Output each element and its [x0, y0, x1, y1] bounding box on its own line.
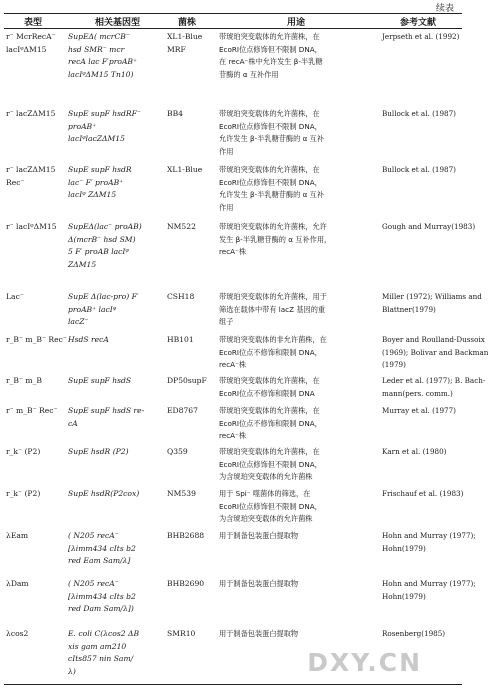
- strain-cell: [167, 108, 217, 121]
- use-cell: [219, 375, 379, 400]
- reference-line: Jerpseth et al. (1992): [382, 32, 460, 41]
- reference-cell: [382, 405, 466, 418]
- table-header-rule: [4, 28, 462, 29]
- reference-line: Hohn(1979): [382, 591, 426, 601]
- phenotype-line: lacIᵠΔM15: [6, 44, 47, 54]
- reference-cell: [382, 488, 466, 501]
- use-line: 带琥珀突变载体的允许菌株，在: [219, 109, 320, 118]
- strain-line: MRF: [167, 44, 186, 54]
- reference-cell: [382, 291, 482, 316]
- genotype-line: λ): [68, 666, 76, 676]
- reference-cell: [382, 578, 476, 603]
- reference-line: Gough and Murray(1983): [382, 222, 476, 231]
- use-cell: [219, 221, 379, 259]
- strain-cell: [167, 164, 217, 177]
- genotype-cell: [68, 108, 164, 146]
- use-line: EcoRⅠ位点修饰但不限制 DNA，: [219, 459, 322, 469]
- strain-line: NM539: [167, 489, 196, 498]
- genotype-cell: [68, 488, 164, 501]
- use-cell: [219, 446, 379, 484]
- use-line: 带琥珀突变载体的允许菌株，在: [219, 447, 320, 456]
- phenotype-cell: [6, 446, 64, 459]
- strain-line: BB4: [167, 109, 183, 118]
- use-cell: [219, 405, 379, 443]
- reference-line: Hohn and Murray (1977);: [382, 531, 476, 540]
- genotype-cell: [68, 530, 164, 568]
- reference-line: Karn et al. (1980): [382, 447, 447, 456]
- use-line: EcoRⅠ位点不修饰和限制 DNA，: [219, 418, 322, 428]
- genotype-line: SupE supF hsdR: [68, 165, 132, 174]
- genotype-line: hsd SMR⁻ mcr: [68, 44, 125, 54]
- reference-line: Miller (1972); Williams and: [382, 292, 482, 301]
- phenotype-line: r_k⁻ (P2): [6, 489, 41, 498]
- reference-cell: [382, 375, 486, 400]
- strain-cell: [167, 578, 217, 591]
- phenotype-line: r_B⁻ m_B: [6, 376, 43, 385]
- use-line: EcoRⅠ位点修饰但不限制 DNA，: [219, 501, 322, 511]
- reference-line: Bullock et al. (1987): [382, 165, 456, 174]
- header-genotype: 相关基因型: [95, 18, 141, 28]
- phenotype-line: Rec⁻: [6, 177, 25, 187]
- strain-cell: [167, 488, 217, 501]
- strain-cell: [167, 628, 217, 641]
- use-line: 带琥珀突变载体的允许菌株，在: [219, 165, 320, 174]
- use-line: recA⁻株: [219, 360, 247, 370]
- use-line: 允许发生 β-半乳糖苷酶的 α 互补: [219, 134, 325, 144]
- use-line: 带琥珀突变载体的允许菌株，在: [219, 376, 320, 385]
- use-line: 带琥珀突变载体的允许菌株，允许: [219, 222, 327, 231]
- use-line: 发生 β-半乳糖苷酶的 α 互补作用，: [219, 234, 332, 244]
- genotype-line: HsdS recA: [68, 335, 109, 344]
- reference-line: Hohn and Murray (1977);: [382, 579, 476, 588]
- strain-line: BHB2690: [167, 579, 205, 588]
- reference-cell: [382, 530, 476, 555]
- strain-line: DP50supF: [167, 376, 207, 385]
- genotype-line: red Eam Sam/λ]: [68, 556, 131, 566]
- table-top-rule: [4, 13, 462, 14]
- genotype-cell: [68, 375, 164, 388]
- use-line: 用于制备包装蛋白提取物: [219, 531, 299, 540]
- strain-line: NM522: [167, 222, 196, 231]
- reference-line: mann(pers. comm.): [382, 388, 453, 398]
- use-line: 作用: [219, 146, 234, 156]
- genotype-line: red Dam Sam/λ]): [68, 604, 134, 614]
- phenotype-line: r⁻ lacZΔM15: [6, 165, 56, 174]
- genotype-line: proAB⁺: [68, 121, 97, 131]
- reference-cell: [382, 108, 466, 121]
- phenotype-cell: [6, 578, 64, 591]
- use-line: EcoRⅠ位点不修饰和限制 DNA，: [219, 347, 322, 357]
- phenotype-cell: [6, 164, 64, 189]
- genotype-line: E. coli C(λcos2 ΔB: [68, 629, 140, 638]
- strain-line: SMR10: [167, 629, 196, 638]
- reference-line: Blattner(1979): [382, 304, 436, 314]
- genotype-line: SupE hsdR(P2cox): [68, 489, 140, 498]
- use-line: recA⁻株: [219, 431, 247, 441]
- use-line: 筛选在载体中带有 lacZ 基因的重: [219, 304, 326, 314]
- phenotype-line: r⁻ lacIᵠΔM15: [6, 222, 57, 231]
- genotype-cell: [68, 221, 164, 271]
- continued-label: 续表: [435, 4, 454, 14]
- genotype-line: [λimm434 cIts b2: [68, 591, 136, 601]
- strain-cell: [167, 375, 217, 388]
- use-line: 用于 Spi⁻ 噬菌体的筛选，在: [219, 489, 311, 498]
- use-line: 在 recA⁻株中允许发生 β-半乳糖: [219, 57, 323, 67]
- phenotype-line: r⁻ m_B⁻ Rec⁻: [6, 406, 58, 415]
- use-cell: [219, 334, 379, 372]
- phenotype-cell: [6, 488, 64, 501]
- use-line: 带琥珀突变载体的非允许菌株，在: [219, 335, 327, 344]
- phenotype-line: λEam: [6, 531, 29, 540]
- use-cell: [219, 291, 379, 329]
- genotype-cell: [68, 31, 164, 81]
- use-cell: [219, 488, 379, 526]
- use-line: 带琥珀突变载体的允许菌株，在: [219, 406, 320, 415]
- genotype-cell: [68, 164, 164, 202]
- phenotype-cell: [6, 108, 64, 121]
- reference-line: Rosenberg(1985): [382, 629, 446, 638]
- genotype-line: SupE hsdR (P2): [68, 447, 129, 456]
- use-line: 允许发生 β-半乳糖苷酶的 α 互补: [219, 190, 325, 200]
- reference-cell: [382, 628, 466, 641]
- genotype-cell: [68, 405, 164, 430]
- use-cell: [219, 108, 379, 158]
- reference-line: Bullock et al. (1987): [382, 109, 456, 118]
- genotype-cell: [68, 446, 164, 459]
- use-line: 带琥珀突变载体的允许菌株，在: [219, 32, 320, 41]
- reference-line: (1979): [382, 360, 406, 370]
- header-use: 用途: [287, 18, 306, 28]
- reference-line: Leder et al. (1977); B. Bach-: [382, 376, 486, 385]
- genotype-line: SupE supF hsdS re-: [68, 406, 145, 415]
- genotype-line: ( N205 recA⁻: [68, 579, 119, 588]
- use-line: 为含琥珀突变载体的允许菌株: [219, 514, 313, 524]
- genotype-line: ZΔM15: [68, 259, 97, 269]
- phenotype-cell: [6, 405, 64, 418]
- reference-line: (1969); Bolivar and Backman: [382, 347, 488, 357]
- strain-cell: [167, 405, 217, 418]
- strain-line: HB101: [167, 335, 194, 344]
- phenotype-cell: [6, 291, 64, 304]
- genotype-cell: [68, 334, 164, 347]
- use-line: recA⁻株: [219, 247, 247, 257]
- use-line: 苷酶的 α 互补作用: [219, 69, 279, 79]
- strain-line: XL1-Blue: [167, 32, 203, 41]
- genotype-line: lac⁻ F′ proAB⁺: [68, 177, 124, 187]
- use-line: EcoRⅠ位点修饰但不限制 DNA，: [219, 44, 322, 54]
- reference-line: Boyer and Roulland-Dussoix: [382, 335, 485, 344]
- genotype-line: SupE supF hsdS: [68, 376, 132, 385]
- strain-cell: [167, 446, 217, 459]
- use-line: 带琥珀突变载体的允许菌株，用于: [219, 292, 327, 301]
- reference-cell: [382, 31, 466, 44]
- reference-cell: [382, 334, 488, 372]
- genotype-line: cA: [68, 418, 78, 428]
- strain-line: Q359: [167, 447, 188, 456]
- phenotype-line: r⁻ McrRecA⁻: [6, 32, 56, 41]
- strain-line: BHB2688: [167, 531, 205, 540]
- genotype-line: lacIᵠlacZΔM15: [68, 134, 125, 144]
- strain-cell: [167, 334, 217, 347]
- use-line: EcoRⅠ位点不修饰和限制 DNA: [219, 388, 315, 398]
- phenotype-cell: [6, 221, 64, 234]
- strain-cell: [167, 221, 217, 234]
- genotype-line: lacIᵠ ZΔM15: [68, 190, 117, 200]
- genotype-line: SupEΔ(lac⁻ proAB): [68, 222, 142, 231]
- genotype-line: SupE Δ(lac-pro) F′: [68, 292, 139, 301]
- phenotype-line: r⁻ lacZΔM15: [6, 109, 56, 118]
- genotype-cell: [68, 578, 164, 616]
- strain-line: CSH18: [167, 292, 195, 301]
- genotype-line: SupE supF hsdRF⁻: [68, 109, 141, 118]
- header-strain: 菌株: [178, 18, 197, 28]
- strain-line: XL1-Blue: [167, 165, 203, 174]
- watermark: DXY.CN: [307, 648, 422, 677]
- genotype-cell: [68, 628, 164, 678]
- genotype-line: cIts857 nin Sam/: [68, 654, 134, 664]
- genotype-line: xis gam am210: [68, 641, 127, 651]
- use-cell: [219, 31, 379, 81]
- reference-cell: [382, 164, 466, 177]
- genotype-line: recA lac F′proAB⁺: [68, 57, 138, 67]
- genotype-cell: [68, 291, 164, 329]
- genotype-line: lacIᵠΔM15 Tn10): [68, 69, 134, 79]
- strain-cell: [167, 291, 217, 304]
- use-line: 组子: [219, 317, 234, 327]
- genotype-line: proAB⁺ lacIᵠ: [68, 304, 117, 314]
- header-phenotype: 表型: [24, 18, 43, 28]
- genotype-line: ( N205 recA⁻: [68, 531, 119, 540]
- genotype-line: [λimm434 cIts b2: [68, 543, 136, 553]
- phenotype-cell: [6, 31, 64, 56]
- strain-cell: [167, 530, 217, 543]
- reference-cell: [382, 221, 476, 234]
- use-line: 用于制备包装蛋白提取物: [219, 579, 299, 588]
- genotype-line: SupEΔ( mcrCB⁻: [68, 32, 130, 41]
- phenotype-line: λDam: [6, 579, 29, 588]
- use-line: EcoRⅠ位点修饰但不限制 DNA，: [219, 121, 322, 131]
- phenotype-line: Lac⁻: [6, 292, 24, 301]
- table-bottom-rule: [4, 684, 462, 685]
- phenotype-line: λcos2: [6, 629, 29, 638]
- use-line: 作用: [219, 202, 234, 212]
- genotype-line: 5 F′ proAB lacIᵠ: [68, 247, 129, 257]
- use-line: EcoRⅠ位点修饰但不限制 DNA，: [219, 177, 322, 187]
- use-cell: [219, 628, 379, 641]
- genotype-line: lacZ⁻: [68, 317, 89, 327]
- use-cell: [219, 578, 379, 591]
- phenotype-cell: [6, 375, 64, 388]
- genotype-line: Δ(mcrB⁻ hsd SM): [68, 234, 136, 244]
- use-line: 用于制备包装蛋白提取物: [219, 629, 299, 638]
- strain-line: ED8767: [167, 406, 198, 415]
- phenotype-line: r_k⁻ (P2): [6, 447, 41, 456]
- header-reference: 参考文献: [400, 18, 437, 28]
- use-line: 为含琥珀突变载体的允许菌株: [219, 472, 313, 482]
- reference-line: Frischauf et al. (1983): [382, 489, 464, 498]
- use-cell: [219, 530, 379, 543]
- use-cell: [219, 164, 379, 214]
- reference-line: Hohn(1979): [382, 543, 426, 553]
- reference-cell: [382, 446, 466, 459]
- phenotype-line: r_B⁻ m_B⁻ Rec⁻: [6, 335, 67, 344]
- phenotype-cell: [6, 530, 64, 543]
- strain-cell: [167, 31, 217, 56]
- phenotype-cell: [6, 628, 64, 641]
- phenotype-cell: [6, 334, 67, 347]
- reference-line: Murray et al. (1977): [382, 406, 456, 415]
